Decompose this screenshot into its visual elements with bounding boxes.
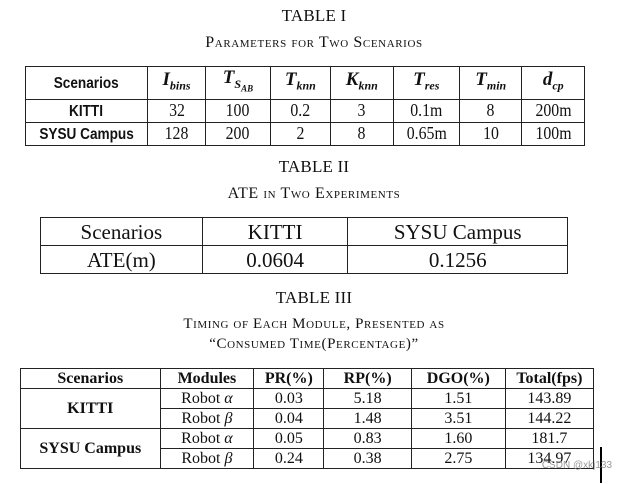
table3-cell: 0.05 <box>254 429 324 449</box>
table3-header-cell: RP(%) <box>324 369 412 389</box>
table3-cell: 3.51 <box>411 409 505 429</box>
table3-cell: 144.22 <box>505 409 593 429</box>
table3-module-cell: Robot β <box>160 449 254 469</box>
table3-cell: 0.38 <box>324 449 412 469</box>
table3-header-row <box>21 369 594 389</box>
table1-header-row <box>26 67 585 100</box>
table1-header-tmin: $T_{min}$ <box>460 67 522 100</box>
table3-cell: 143.89 <box>505 389 593 409</box>
table1-cell: 0.2 <box>270 99 330 122</box>
table1-header-ibins: $I_{bins}$ <box>147 67 205 100</box>
table3-title: TABLE III <box>275 288 353 307</box>
table3-scenario-sysu: SYSU Campus <box>21 429 161 469</box>
table3-cell: 1.60 <box>411 429 505 449</box>
table1-cell-scenario: SYSU Campus <box>26 122 148 145</box>
table3-module-cell: Robot α <box>160 389 254 409</box>
table2-row-ate <box>41 246 568 274</box>
table1-cell: 128 <box>147 122 205 145</box>
table1-header-tsab: $T_{S_{AB}}$ <box>206 67 271 100</box>
table3-cell: 134.97 <box>505 449 593 469</box>
table3-caption-line2: “Consumed Time(Percentage)” <box>209 336 419 352</box>
table2-cell: 0.1256 <box>348 246 568 274</box>
table1-cell: 100 <box>206 99 271 122</box>
table3-row <box>21 389 594 409</box>
table3-header-cell: Total(fps) <box>505 369 593 389</box>
table1-cell: 200m <box>522 99 585 122</box>
table2-header-cell: KITTI <box>202 218 348 246</box>
table3-header-cell: Modules <box>160 369 254 389</box>
table1-header-kknn: $K_{knn}$ <box>331 67 393 100</box>
table3-scenario-kitti: KITTI <box>21 389 161 429</box>
table1-cell: 200 <box>206 122 271 145</box>
table1-cell: 100m <box>522 122 585 145</box>
table3-header-cell: PR(%) <box>254 369 324 389</box>
table3 <box>20 368 594 469</box>
table1-header-tres: $T_{res}$ <box>393 67 460 100</box>
table1-header-dcp: $d_{cp}$ <box>522 67 585 100</box>
table3-cell: 181.7 <box>505 429 593 449</box>
table3-cell: 0.03 <box>254 389 324 409</box>
table1-cell: 2 <box>270 122 330 145</box>
table1-header-scenarios: Scenarios <box>26 67 148 100</box>
table1-row-sysu <box>26 122 585 145</box>
table3-cell: 0.04 <box>254 409 324 429</box>
table3-header-cell: DGO(%) <box>411 369 505 389</box>
table3-header-cell: Scenarios <box>21 369 161 389</box>
table2 <box>40 217 568 274</box>
table2-header-cell: Scenarios <box>41 218 203 246</box>
table1 <box>25 66 585 146</box>
table2-cell: 0.0604 <box>202 246 348 274</box>
table3-cell: 0.83 <box>324 429 412 449</box>
table3-module-cell: Robot α <box>160 429 254 449</box>
table1-cell-scenario: KITTI <box>26 99 148 122</box>
table3-cell: 0.24 <box>254 449 324 469</box>
table3-module-cell: Robot β <box>160 409 254 429</box>
table3-caption-line1: Timing of Each Module, Presented as <box>183 316 445 332</box>
table1-cell: 0.65m <box>393 122 460 145</box>
table3-row <box>21 429 594 449</box>
table1-title: TABLE I <box>281 6 347 25</box>
watermark: CSDN @xkj133 <box>541 460 612 471</box>
table1-cell: 32 <box>147 99 205 122</box>
table1-cell: 0.1m <box>393 99 460 122</box>
table1-row-kitti <box>26 99 585 122</box>
table3-cell: 1.48 <box>324 409 412 429</box>
table1-cell: 8 <box>460 99 522 122</box>
table1-header-tknn: $T_{knn}$ <box>270 67 330 100</box>
table2-title: TABLE II <box>278 157 350 176</box>
table2-header-cell: SYSU Campus <box>348 218 568 246</box>
table3-cell: 5.18 <box>324 389 412 409</box>
table1-cell: 8 <box>331 122 393 145</box>
table1-cell: 3 <box>331 99 393 122</box>
table1-caption: Parameters for Two Scenarios <box>205 34 423 51</box>
table2-header-row <box>41 218 568 246</box>
table2-cell: ATE(m) <box>41 246 203 274</box>
table2-caption: ATE in Two Experiments <box>227 185 401 202</box>
table1-cell: 10 <box>460 122 522 145</box>
table3-cell: 1.51 <box>411 389 505 409</box>
table3-cell: 2.75 <box>411 449 505 469</box>
